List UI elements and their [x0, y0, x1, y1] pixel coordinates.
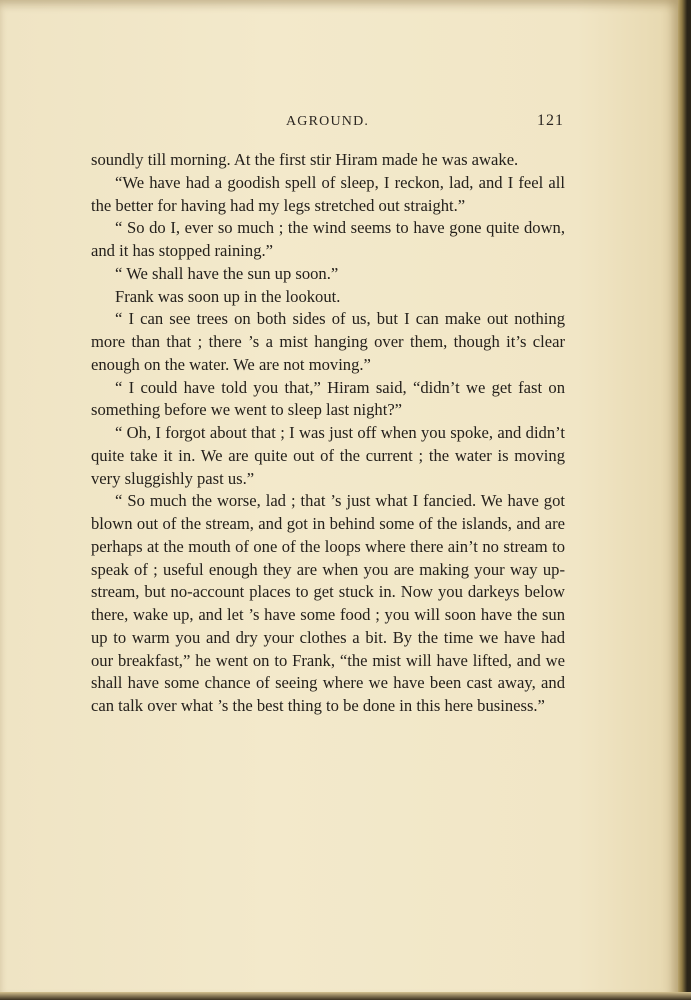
- paragraph: “ I could have told you that,” Hiram said, “didn’t we get fast on something before we went to sleep last night?”: [91, 377, 565, 420]
- page-number: 121: [537, 112, 564, 129]
- paragraph: “ So do I, ever so much ; the wind seems to have gone quite down, and it has stopped raining.”: [91, 218, 565, 260]
- paragraph: “ So much the worse, lad ; that ’s just what I fancied. We have got blown out of the stream, and got in behind some of the islands, and are perhaps at the mouth of one of the loops where there ain’t no stream to speak of ; useful enough they are when you are making your way up-stream, but no-account places to get stuck in. Now you darkeys below there, wake up, and let ’s have some food ; you will soon have the sun up to warm you and dry your clothes a bit. By the time we have had our breakfast,” he went on to Frank, “the mist will have lifted, and we shall have some chance of seeing where we have been cast away, and can talk over what ’s the best thing to be done in this here business.”: [91, 491, 565, 715]
- paragraph: soundly till morning. At the first stir Hiram made he was awake.: [91, 150, 519, 169]
- paragraph: “ We shall have the sun up soon.”: [115, 263, 339, 283]
- page-bottom-edge: [0, 992, 691, 1000]
- page-right-edge: [678, 0, 691, 1000]
- paragraph: “ I can see trees on both sides of us, but I can make out nothing more than that ; there ’s a mist hanging over them, though it’s clear enough on the water. We are not moving.”: [91, 309, 565, 374]
- paragraph: Frank was soon up in the lookout.: [115, 286, 341, 306]
- running-title: AGROUND.: [286, 114, 370, 129]
- paragraph: “ Oh, I forgot about that ; I was just off when you spoke, and didn’t quite take it in. We are quite out of the current ; the water is moving very sluggishly past us.”: [91, 423, 565, 488]
- paragraph: “We have had a goodish spell of sleep, I reckon, lad, and I feel all the better for having had my legs stretched out straight.”: [91, 172, 565, 215]
- page-body: [91, 149, 565, 718]
- page-header: [90, 114, 566, 136]
